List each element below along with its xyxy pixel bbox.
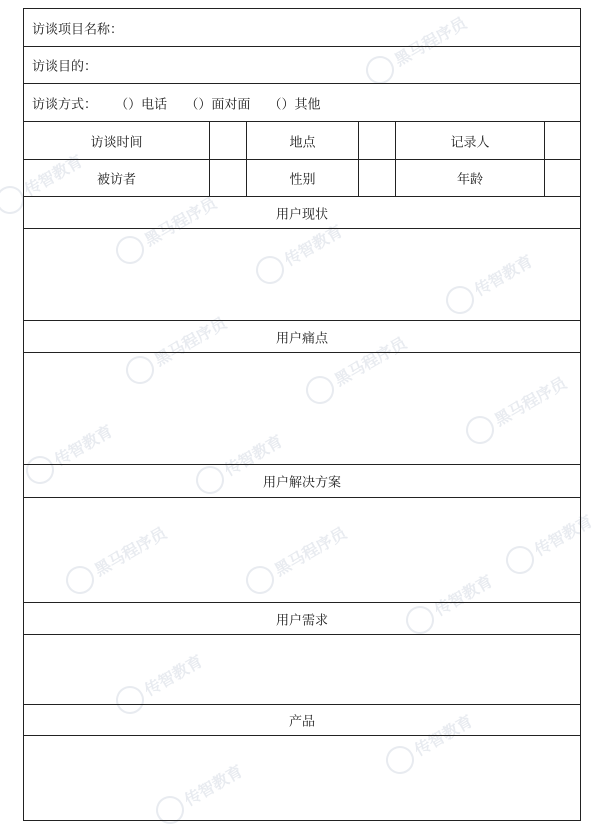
- svg-text:黑马程序员: 黑马程序员: [491, 373, 570, 430]
- method-row: [24, 84, 580, 122]
- age-label-cell: [396, 160, 545, 196]
- recorder-value-cell[interactable]: [545, 122, 580, 159]
- svg-text:传智教育: 传智教育: [181, 761, 247, 810]
- time-value-cell[interactable]: [210, 122, 247, 159]
- section-title-solutions: 用户解决方案: [262, 475, 341, 491]
- gender-label-cell: [247, 160, 359, 196]
- solutions-writing-area[interactable]: [24, 498, 580, 603]
- svg-text:传智教育: 传智教育: [221, 431, 287, 480]
- section-title-pain-points: 用户痛点: [275, 331, 328, 346]
- svg-text:传智教育: 传智教育: [51, 421, 117, 470]
- svg-text:黑马程序员: 黑马程序员: [331, 333, 410, 390]
- interviewee-value-cell[interactable]: [210, 160, 247, 196]
- method-option-face-to-face-mark: （）: [185, 97, 212, 112]
- section-header-status: [24, 197, 580, 229]
- method-option-phone[interactable]: [115, 97, 171, 112]
- section-header-needs: [24, 603, 580, 635]
- gender-label: 性别: [289, 172, 316, 188]
- section-title-status: 用户现状: [275, 207, 328, 222]
- purpose-label: 访谈目的：: [32, 59, 98, 75]
- method-option-phone-mark: （）: [115, 97, 142, 112]
- gender-value-cell[interactable]: [359, 160, 396, 196]
- section-title-product: 产品: [288, 714, 315, 730]
- svg-text:传智教育: 传智教育: [431, 571, 497, 620]
- recorder-label: 记录人: [450, 135, 490, 150]
- time-label-cell: [24, 122, 210, 159]
- section-title-needs: 用户需求: [275, 613, 328, 628]
- method-option-other-mark: （）: [268, 97, 295, 112]
- svg-text:传智教育: 传智教育: [411, 711, 477, 760]
- method-option-face-to-face-label: 面对面: [211, 97, 251, 112]
- svg-text:黑马程序员: 黑马程序员: [141, 193, 220, 250]
- svg-text:传智教育: 传智教育: [531, 511, 597, 560]
- time-label: 访谈时间: [90, 135, 143, 150]
- age-value-cell[interactable]: [545, 160, 580, 196]
- method-option-phone-label: 电话: [141, 97, 168, 112]
- pain-points-writing-area[interactable]: [24, 353, 580, 465]
- svg-text:传智教育: 传智教育: [471, 251, 537, 300]
- section-header-product: [24, 705, 580, 736]
- method-line: [32, 93, 321, 112]
- svg-text:传智教育: 传智教育: [141, 651, 207, 700]
- svg-text:传智教育: 传智教育: [281, 221, 347, 270]
- product-writing-area[interactable]: [24, 736, 580, 820]
- svg-text:黑马程序员: 黑马程序员: [151, 313, 230, 370]
- status-writing-area[interactable]: [24, 229, 580, 321]
- section-header-pain-points: [24, 321, 580, 353]
- project-name-label: 访谈项目名称：: [32, 22, 124, 37]
- method-option-face-to-face[interactable]: [185, 97, 254, 112]
- interview-form: [23, 8, 581, 821]
- method-option-other-label: 其他: [294, 97, 321, 112]
- project-name-row[interactable]: [24, 9, 580, 47]
- place-value-cell[interactable]: [359, 122, 396, 159]
- method-label: 访谈方式：: [32, 97, 98, 112]
- needs-writing-area[interactable]: [24, 635, 580, 705]
- info-grid-row-1: [24, 122, 580, 160]
- svg-text:黑马程序员: 黑马程序员: [91, 523, 170, 580]
- place-label-cell: [247, 122, 359, 159]
- svg-text:传智教育: 传智教育: [21, 151, 87, 200]
- section-header-solutions: [24, 465, 580, 498]
- svg-text:黑马程序员: 黑马程序员: [391, 13, 470, 70]
- recorder-label-cell: [396, 122, 545, 159]
- svg-text:黑马程序员: 黑马程序员: [271, 523, 350, 580]
- info-grid-row-2: [24, 160, 580, 197]
- purpose-row[interactable]: [24, 47, 580, 84]
- place-label: 地点: [289, 135, 316, 150]
- interviewee-label-cell: [24, 160, 210, 196]
- age-label: 年龄: [456, 172, 483, 188]
- interviewee-label: 被访者: [96, 172, 136, 188]
- method-option-other[interactable]: [269, 97, 321, 112]
